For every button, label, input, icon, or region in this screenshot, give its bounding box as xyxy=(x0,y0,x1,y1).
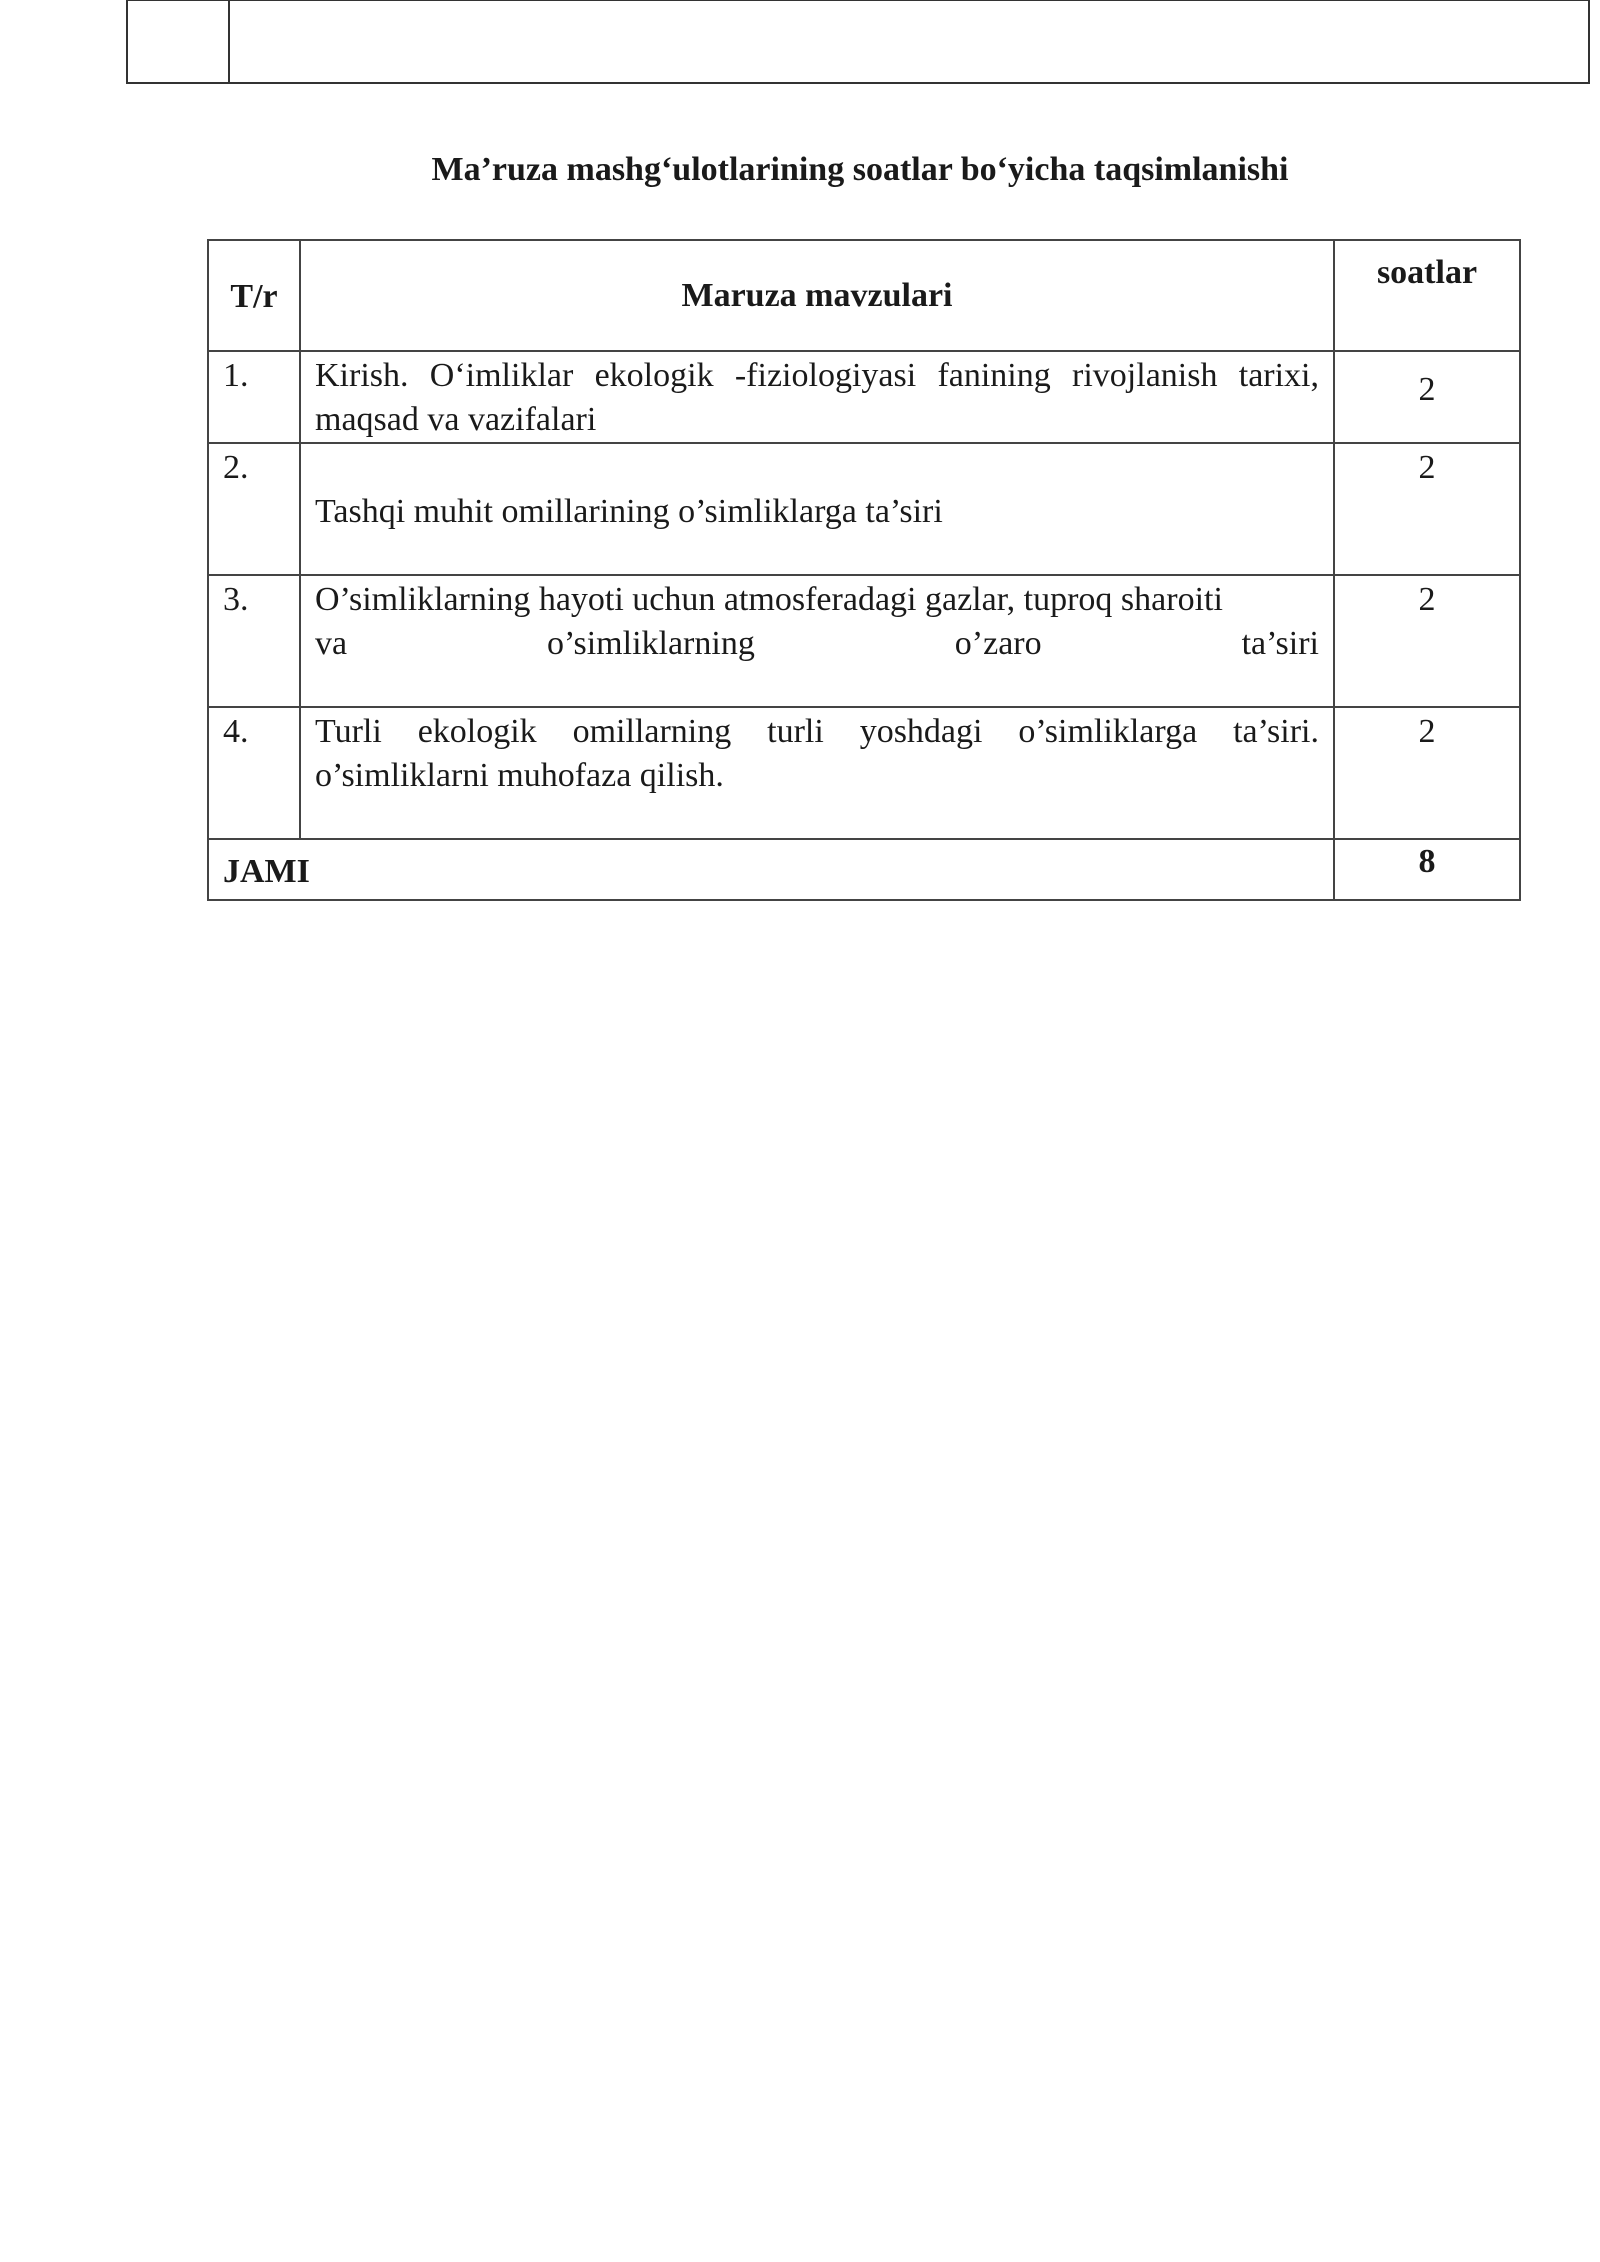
previous-table-column-divider xyxy=(228,1,230,82)
row-hours: 2 xyxy=(1334,443,1520,575)
table-row xyxy=(208,707,1520,839)
row-topic-word: o’simliklarning xyxy=(547,625,755,662)
row-number: 1. xyxy=(208,351,300,443)
total-value: 8 xyxy=(1334,839,1520,900)
table-row xyxy=(208,351,1520,443)
table-header-row xyxy=(208,240,1520,351)
row-topic: Turli ekologik omillarning turli yoshdagi o’simliklarga ta’siri. o’simliklarni muhofaza qilish. xyxy=(300,707,1334,839)
table-row xyxy=(208,575,1520,707)
row-number: 4. xyxy=(208,707,300,839)
row-number: 3. xyxy=(208,575,300,707)
row-topic-word: va xyxy=(315,625,348,662)
row-topic xyxy=(300,575,1334,707)
row-hours: 2 xyxy=(1334,707,1520,839)
table-row xyxy=(208,443,1520,575)
page-title: Ma’ruza mashg‘ulotlarining soatlar bo‘yicha taqsimlanishi xyxy=(431,151,1289,188)
row-topic: Kirish. O‘imliklar ekologik -fiziologiyasi fanining rivojlanish tarixi, maqsad va vazifalari xyxy=(300,351,1334,443)
header-hours: soatlar xyxy=(1334,240,1520,351)
row-hours: 2 xyxy=(1334,575,1520,707)
row-topic-word: ta’siri xyxy=(1241,625,1319,662)
row-topic-line-2 xyxy=(315,622,1319,666)
previous-table-fragment xyxy=(126,0,1590,84)
total-label: JAMI xyxy=(208,839,1334,900)
total-row xyxy=(208,839,1520,900)
lecture-hours-table xyxy=(207,239,1521,901)
row-number: 2. xyxy=(208,443,300,575)
row-topic-word: o’zaro xyxy=(954,625,1042,662)
row-hours: 2 xyxy=(1334,351,1520,443)
header-number: T/r xyxy=(208,240,300,351)
header-topic: Maruza mavzulari xyxy=(300,240,1334,351)
row-topic: Tashqi muhit omillarining o’simliklarga ta’siri xyxy=(300,443,1334,575)
row-topic-line-1: O’simliklarning hayoti uchun atmosferadagi gazlar, tuproq sharoiti xyxy=(315,581,1223,618)
